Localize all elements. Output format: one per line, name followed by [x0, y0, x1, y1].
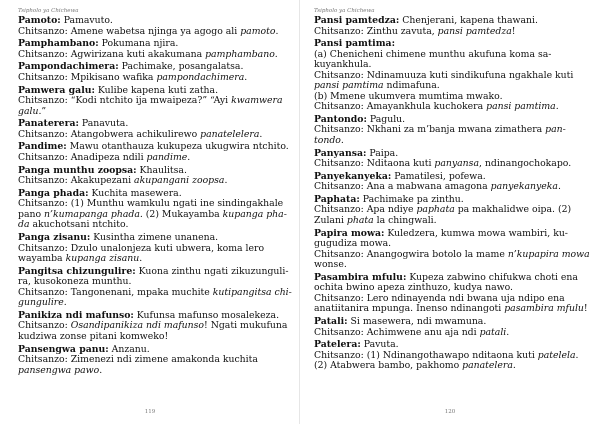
example-phrase: pan- [545, 124, 566, 136]
example-phrase: tondo [314, 134, 341, 146]
dictionary-entry [18, 39, 286, 60]
entry-text: . [512, 360, 516, 372]
entry-list [314, 15, 590, 372]
entry-text: . [506, 326, 510, 338]
entry-text: Chitsanzo: Tangonenani, mpaka muchite [18, 286, 213, 298]
entry-text: Mawu otanthauza kukupeza ukugwira ntchito. [66, 141, 289, 153]
dictionary-entry [314, 16, 586, 37]
entry-line [18, 254, 286, 265]
example-phrase: paphata [416, 204, 455, 216]
headword: Pansi pamtedza: [314, 15, 400, 26]
entry-line [314, 328, 586, 339]
dictionary-entry [314, 227, 590, 271]
page-number: 119 [144, 409, 156, 415]
example-phrase: kupanga zisanu [65, 253, 140, 264]
dictionary-entry [314, 115, 586, 147]
entry-line [314, 260, 586, 271]
example-phrase: kupanga pha- [222, 208, 287, 220]
entry-text: Pagulu. [366, 113, 406, 125]
dictionary-entry [314, 149, 586, 170]
example-phrase: n’kumapanga phada [44, 208, 140, 220]
headword: Pangitsa chizungulire: [18, 265, 136, 277]
headword: Pansi pamtima: [314, 38, 396, 50]
dictionary-entry [18, 311, 286, 343]
entry-line [18, 332, 286, 343]
entry-text: Kupeza zabwino chifukwa choti ena [406, 271, 578, 283]
entry-text: (2) Atabwera bambo, pakhomo [314, 360, 463, 372]
entry-line [18, 220, 286, 231]
entry-list [18, 15, 292, 376]
entry-line [18, 153, 286, 164]
entry-line [314, 159, 586, 170]
example-phrase: pampondachimera [156, 71, 245, 83]
entry-text: wonse. [314, 259, 347, 271]
entry-text: Chitsanzo: Anangogwira botolo la mame [314, 248, 508, 260]
example-phrase: galu [18, 105, 39, 117]
headword: Patelera: [314, 339, 361, 351]
dictionary-entry [314, 195, 586, 227]
entry-line [314, 102, 586, 113]
entry-text: kudziwa zonse pitani komweko! [18, 330, 169, 342]
entry-line [18, 96, 286, 107]
dictionary-entry [314, 172, 586, 193]
entry-text: Pachimake pa zinthu. [359, 193, 464, 205]
headword: Patali: [314, 316, 348, 327]
dictionary-entry [18, 166, 286, 187]
entry-text: (b) Mmene ukumvera mumtima mwako. [314, 90, 503, 102]
headword: Panaterera: [18, 118, 79, 130]
entry-text: Chenjerani, kapena thawani. [399, 15, 538, 26]
entry-text: . [557, 181, 561, 193]
dictionary-entry [314, 317, 586, 338]
entry-text: Chitsanzo: Zinthu zavuta, [314, 25, 438, 37]
headword: Pampondachimera: [18, 61, 119, 73]
entry-text: . [187, 151, 191, 163]
entry-text: ! [583, 303, 588, 315]
entry-text: akuchotsani ntchito. [29, 219, 129, 231]
dictionary-entry [18, 16, 286, 37]
headword: Pasambira mfulu: [314, 271, 407, 283]
dictionary-entry [18, 265, 292, 309]
dictionary-entry [18, 86, 286, 118]
dictionary-entry [18, 119, 286, 140]
page-number: 120 [444, 409, 456, 415]
headword: Panyekanyeka: [314, 170, 392, 182]
entry-text: Kusintha zimene unanena. [90, 232, 219, 243]
entry-line [314, 361, 586, 372]
example-phrase: pandime [146, 151, 188, 163]
entry-line [18, 27, 286, 38]
example-phrase: patali [479, 326, 507, 338]
entry-line [18, 73, 286, 84]
entry-text: Pamavuto. [60, 15, 113, 26]
entry-text: Pachimake, posangalatsa. [118, 61, 244, 73]
entry-text: , ndinangochokapo. [478, 158, 572, 170]
headword: Paphata: [314, 193, 360, 205]
entry-text: . [575, 349, 579, 361]
headword: Pamoto: [18, 15, 61, 26]
entry-text: Chitsanzo: Akakupezani [18, 175, 135, 187]
right-page [300, 0, 600, 424]
entry-text: Kuona zinthu ngati zikuzunguli- [135, 265, 289, 277]
entry-line [314, 125, 586, 136]
entry-text: . [244, 71, 248, 83]
entry-text: gugudiza mowa. [314, 238, 392, 250]
entry-text: . (2) Mukayamba [139, 208, 223, 220]
headword: Pandime: [18, 141, 67, 153]
entry-text: Pamatilesi, pofewa. [391, 170, 486, 182]
entry-text: Kuledzera, kumwa mowa wambiri, ku- [384, 227, 568, 239]
entry-text: Chitsanzo: Nkhani za m’banja mwana zimathera [314, 124, 546, 136]
headword: Pantondo: [314, 113, 367, 125]
entry-line [18, 50, 286, 61]
entry-text: Chitsanzo: Lero ndinayenda ndi bwana uja ndipo ena [314, 292, 565, 304]
dictionary-entry [314, 39, 586, 113]
entry-line [18, 366, 286, 377]
entry-text: Chitsanzo: Apa ndiye [314, 204, 417, 216]
entry-text: Chitsanzo: Anadipeza ndili [18, 151, 147, 163]
entry-text: Khaulitsa. [136, 164, 187, 176]
running-head: Tsipholo ya Chichewa [18, 8, 79, 14]
entry-text: Chitsanzo: (1) Munthu wamkulu ngati ine sindingakhale [18, 198, 284, 210]
example-phrase: panatelera [462, 360, 513, 372]
entry-line [314, 248, 590, 261]
entry-text: . [274, 48, 278, 60]
entry-text: ra, kusokoneza munthu. [18, 276, 132, 288]
entry-text: ndimafuna. [383, 80, 440, 92]
running-head: Tsipholo ya Chichewa [314, 8, 375, 14]
example-phrase: pamphambano [205, 48, 275, 60]
entry-text: Chitsanzo: (1) Ndinangothawapo nditaona kuti [314, 349, 538, 361]
entry-text: Chitsanzo: Achimwene anu aja ndi [314, 326, 480, 338]
entry-text: Chitsanzo: Dzulo unalonjeza kuti ubwera, koma lero [18, 242, 265, 254]
example-phrase: patelela [537, 349, 576, 361]
entry-line [18, 130, 286, 141]
dictionary-entry [18, 141, 289, 163]
entry-line [314, 216, 586, 227]
entry-text: Chitsanzo: Agwirizana kuti akakumana [18, 48, 206, 60]
entry-text: wayamba [18, 253, 66, 264]
example-phrase: pansi pamtima [314, 80, 384, 92]
entry-text: Paipa. [366, 147, 399, 159]
entry-text: . [99, 364, 103, 376]
example-phrase: Osandipanikiza ndi mafunso [70, 320, 205, 332]
entry-text: la chingwali. [373, 214, 437, 226]
entry-text: Pavuta. [360, 339, 399, 351]
entry-text: Chitsanzo: Amayankhula kuchokera [314, 101, 487, 113]
entry-text: Pokumana njira. [98, 38, 179, 50]
entry-text: Chitsanzo: [18, 320, 71, 332]
entry-text: anatiitanira mpunga. Inenso ndinangoti [314, 303, 505, 315]
entry-text: Kufunsa mafunso mosalekeza. [133, 309, 280, 321]
entry-line [314, 304, 586, 315]
example-phrase: panyekanyeka [490, 181, 558, 193]
example-phrase: pansi pamtedza [437, 25, 512, 37]
example-phrase: pansi pamtima [486, 101, 556, 113]
entry-text: Zulani [314, 214, 347, 226]
entry-text: kuyankhula. [314, 59, 372, 71]
example-phrase: panyansa [434, 158, 479, 170]
headword: Panga zisanu: [18, 232, 91, 243]
entry-text: Chitsanzo: Mpikisano wafika [18, 71, 157, 83]
entry-text: pano [18, 208, 45, 220]
entry-line [18, 176, 286, 187]
headword: Panga phada: [18, 187, 89, 199]
headword: Panga munthu zoopsa: [18, 164, 137, 176]
headword: Panyansa: [314, 147, 367, 159]
entry-text: pa makhalidwe oipa. (2) [454, 204, 572, 216]
entry-text: Chitsanzo: Ana a mabwana amagona [314, 181, 491, 193]
entry-text: Kulibe kapena kuti zatha. [94, 84, 219, 96]
example-phrase: da [18, 219, 30, 231]
example-phrase: kutipangitsa chi- [212, 286, 292, 298]
entry-line [18, 298, 286, 309]
dictionary-entry [18, 189, 286, 231]
example-phrase: n’kupapira mowa [507, 248, 590, 260]
entry-text: . [259, 128, 263, 140]
dictionary-entry [18, 345, 286, 377]
entry-text: Chitsanzo: Ndinamuuza kuti sindikufuna ngakhale kuti [314, 69, 574, 81]
entry-text: . [224, 175, 228, 187]
example-phrase: panatelelera [200, 128, 260, 140]
entry-text: Chitsanzo: Nditaona kuti [314, 158, 435, 170]
example-phrase: gungulire [18, 297, 64, 309]
example-phrase: akupangani zoopsa [134, 175, 225, 187]
entry-text: . [139, 253, 143, 264]
dictionary-entry [314, 273, 586, 315]
example-phrase: kwamwera [231, 95, 283, 107]
entry-line [314, 27, 586, 38]
headword: Pansengwa panu: [18, 343, 109, 355]
entry-line [18, 107, 286, 118]
headword: Panikiza ndi mafunso: [18, 309, 134, 321]
dictionary-entry [314, 340, 586, 372]
example-phrase: pansengwa pawo [18, 364, 100, 376]
example-phrase: pamoto [240, 25, 276, 37]
entry-text: Chitsanzo: “Kodi ntchito ija mwaipeza?” “Ayi [18, 95, 232, 107]
example-phrase: pasambira mfulu [504, 303, 584, 315]
entry-text: . [275, 25, 279, 37]
example-phrase: phata [346, 214, 374, 226]
headword: Pamwera galu: [18, 84, 95, 96]
entry-text: Kuchita masewera. [88, 187, 182, 199]
entry-line [314, 136, 586, 147]
entry-text: . [340, 134, 344, 146]
entry-text: ! Ngati mukufuna [204, 320, 288, 332]
entry-text: ochita bwino apeza zinthuzo, kudya nawo. [314, 282, 513, 294]
entry-line [314, 182, 586, 193]
entry-text: . [555, 101, 559, 113]
entry-text: Chitsanzo: Zimenezi ndi zimene amakonda kuchita [18, 354, 258, 366]
entry-text: ! [511, 25, 516, 37]
entry-text: (a) Chenicheni chimene munthu akufuna koma sa- [314, 48, 552, 60]
entry-text: Panavuta. [78, 118, 129, 130]
headword: Papira mowa: [314, 227, 385, 239]
dictionary-entry [18, 233, 286, 265]
dictionary-entry [18, 62, 286, 83]
entry-text: . [63, 297, 67, 309]
entry-text: Chitsanzo: Atangobwera achikulirewo [18, 128, 201, 140]
entry-text: .” [38, 105, 47, 117]
entry-text: Si masewera, ndi mwamuna. [347, 316, 487, 327]
entry-text: Chitsanzo: Amene wabetsa njinga ya agogo ali [18, 25, 241, 37]
headword: Pamphambano: [18, 38, 99, 50]
entry-text: Anzanu. [108, 343, 150, 355]
